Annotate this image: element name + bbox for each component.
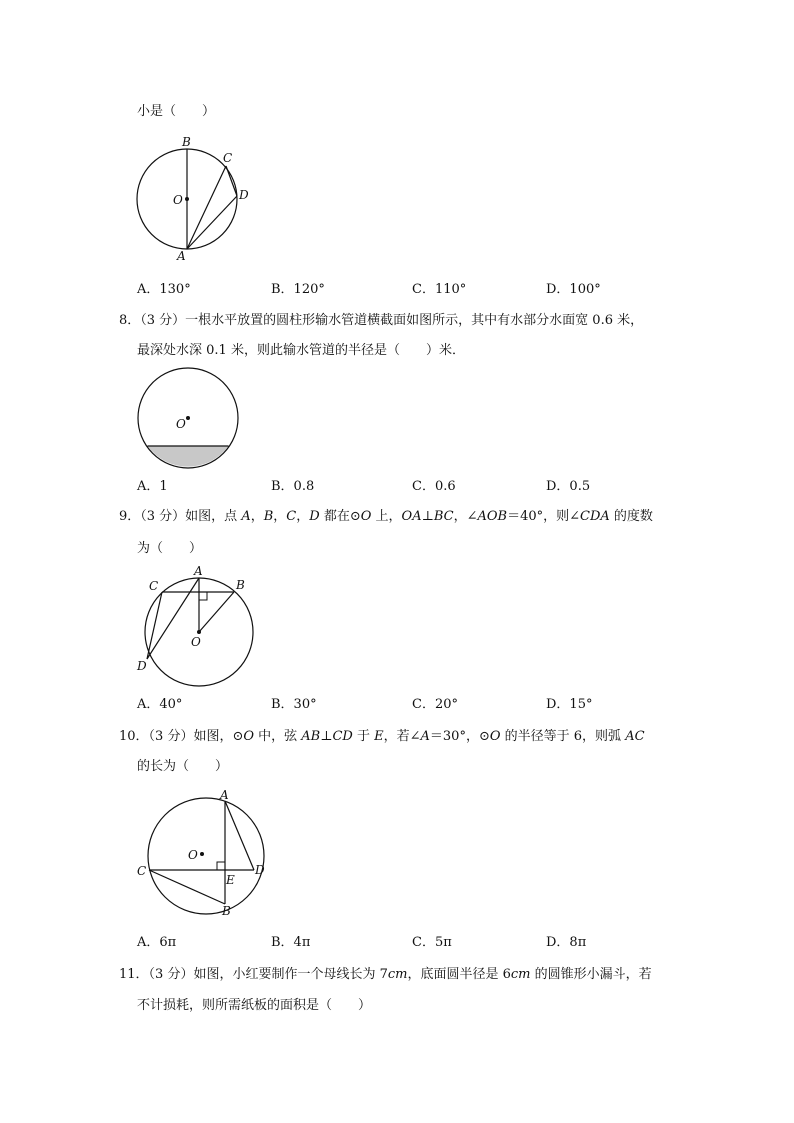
q7-figure-circle-diagram: [130, 133, 260, 265]
q8-water-segment: [148, 446, 229, 467]
q10-circle: [148, 798, 264, 914]
q7-label-c: C: [223, 151, 233, 165]
q8-option-c[interactable]: C．0.6: [412, 479, 456, 494]
q9-option-a[interactable]: A．40°: [137, 697, 183, 712]
q7-center-dot: [185, 197, 189, 201]
q10-option-b[interactable]: B．4π: [271, 935, 311, 950]
q10-center-dot: [200, 852, 204, 856]
q10-stem-line1: 10．（3 分）如图，⊙O 中，弦 AB⊥CD 于 E，若∠A＝30°，⊙O 的半径等于 6，则弧 AC: [119, 729, 645, 744]
q10-chord-ad: [225, 801, 254, 870]
q7-label-d: D: [239, 188, 249, 202]
q11-stem-line1: 11．（3 分）如图，小红要制作一个母线长为 7cm，底面圆半径是 6cm 的圆锥形小漏斗，若: [119, 967, 652, 982]
q7-chord-cd: [226, 166, 237, 196]
q7-option-d[interactable]: D．100°: [546, 282, 601, 297]
q7-option-a[interactable]: A．130°: [137, 282, 191, 297]
q10-label-d: D: [255, 863, 265, 877]
q9-label-o: O: [191, 635, 201, 649]
q9-label-b: B: [236, 578, 245, 592]
q10-figure-circle-diagram: [132, 790, 272, 920]
q7-label-a: A: [177, 249, 186, 263]
q9-label-c: C: [149, 579, 159, 593]
q9-stem-line1: 9．（3 分）如图，点 A，B，C，D 都在⊙O 上，OA⊥BC，∠AOB＝40°，则∠CDA 的度数: [119, 509, 653, 524]
q7-stem-tail: 小是（ ）: [137, 104, 216, 119]
q10-label-b: B: [222, 904, 231, 918]
q9-right-angle-mark: [199, 592, 207, 600]
q10-option-a[interactable]: A．6π: [137, 935, 177, 950]
q9-radius-ob: [199, 592, 234, 632]
q10-chord-cb: [149, 870, 225, 904]
q9-stem-line2: 为（ ）: [137, 541, 203, 556]
q10-stem-line2: 的长为（ ）: [137, 759, 229, 774]
q10-label-a: A: [220, 788, 229, 802]
q7-option-c[interactable]: C．110°: [412, 282, 467, 297]
q7-label-o: O: [173, 193, 183, 207]
q9-figure-circle-diagram: [132, 562, 262, 692]
q8-label-o: O: [176, 417, 186, 431]
q10-label-e: E: [226, 873, 235, 887]
q9-label-a: A: [194, 564, 203, 578]
q9-option-b[interactable]: B．30°: [271, 697, 317, 712]
q9-label-d: D: [137, 659, 147, 673]
q8-option-a[interactable]: A．1: [137, 479, 168, 494]
q10-right-angle-mark: [217, 862, 225, 870]
q7-label-b: B: [182, 135, 191, 149]
q8-stem-line1: 8．（3 分）一根水平放置的圆柱形输水管道横截面如图所示，其中有水部分水面宽 0.6 米，: [119, 313, 644, 328]
q10-label-c: C: [137, 864, 147, 878]
q10-option-c[interactable]: C．5π: [412, 935, 452, 950]
q9-option-d[interactable]: D．15°: [546, 697, 593, 712]
q8-center-dot: [186, 416, 190, 420]
q8-option-b[interactable]: B．0.8: [271, 479, 315, 494]
q11-stem-line2: 不计损耗，则所需纸板的面积是（ ）: [137, 998, 372, 1013]
q7-option-b[interactable]: B．120°: [271, 282, 325, 297]
q8-figure-pipe-cross-section: [130, 368, 250, 474]
q8-stem-line2: 最深处水深 0.1 米，则此输水管道的半径是（ ）米．: [137, 343, 465, 358]
q9-option-c[interactable]: C．20°: [412, 697, 458, 712]
q9-center-dot: [197, 630, 201, 634]
q10-option-d[interactable]: D．8π: [546, 935, 587, 950]
q8-option-d[interactable]: D．0.5: [546, 479, 591, 494]
q10-label-o: O: [188, 848, 198, 862]
q7-chord-ad: [187, 196, 237, 249]
